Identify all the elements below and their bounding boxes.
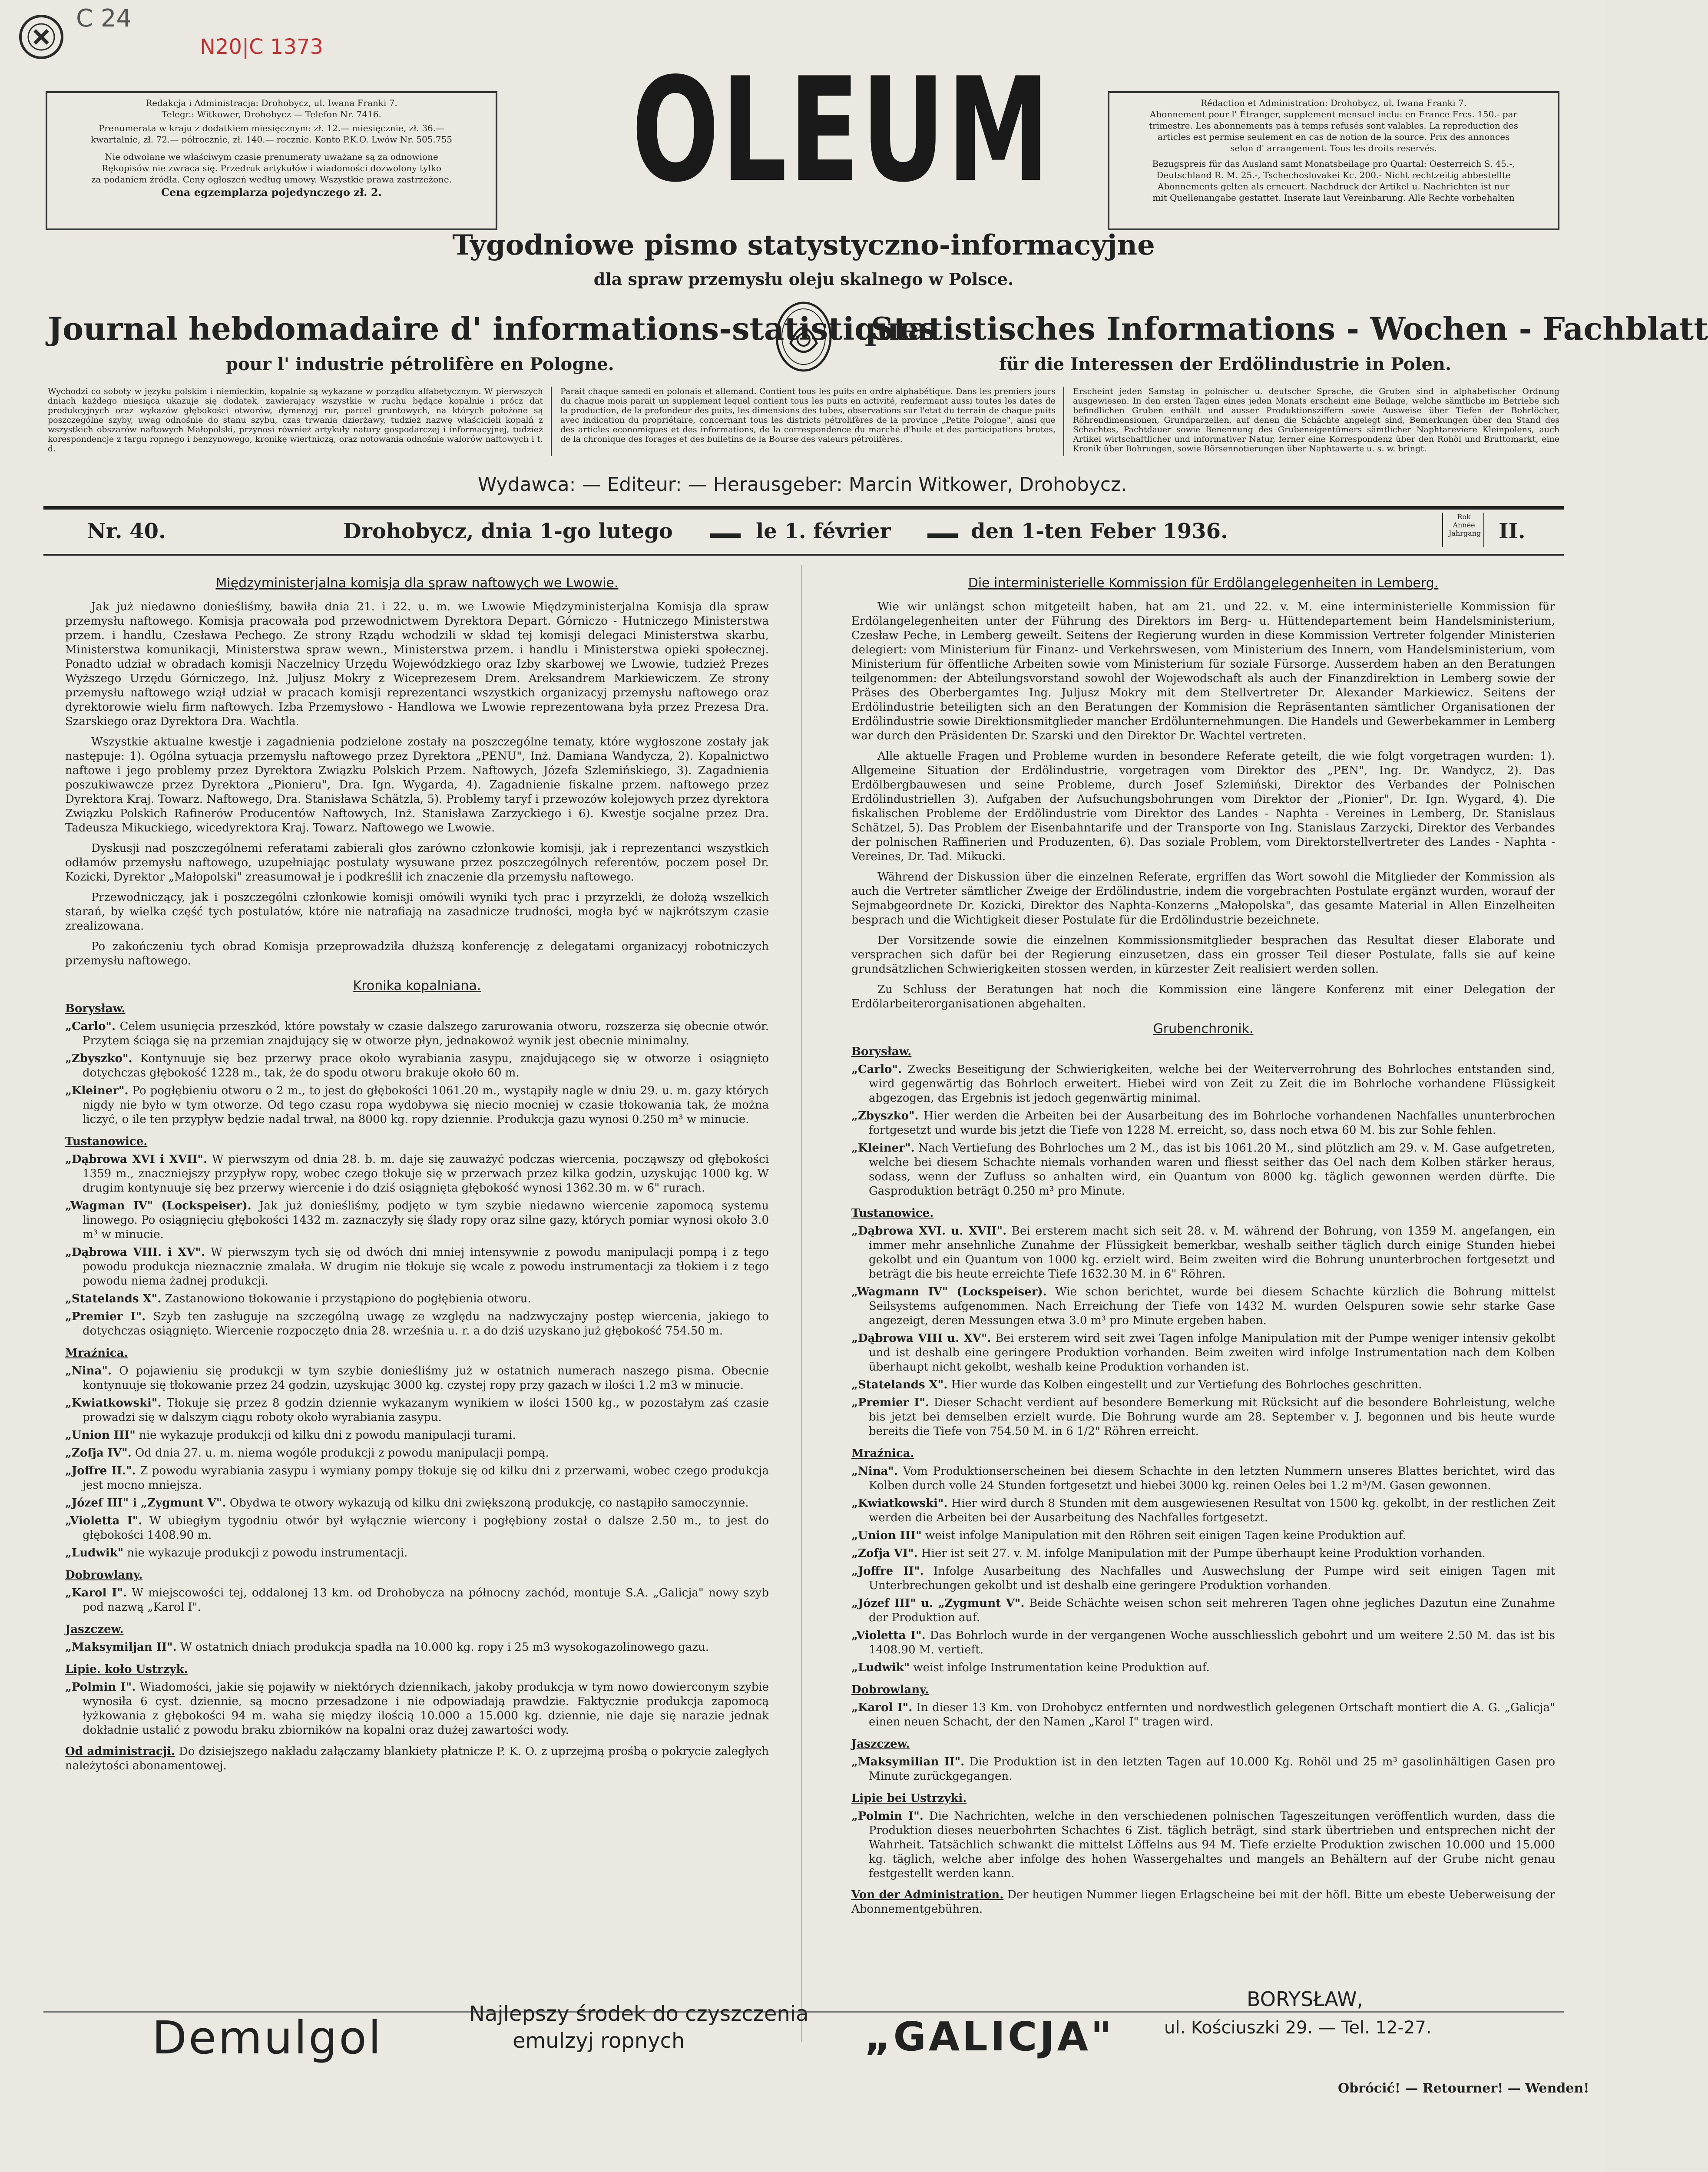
ad-brand: Demulgol (152, 2011, 383, 2064)
well-name: „Zbyszko". (851, 1109, 919, 1122)
well-entry (65, 1640, 769, 1655)
year-divider (1483, 513, 1484, 547)
german-column (851, 573, 1555, 1923)
well-report: Zwecks Beseitigung der Schwierigkeiten, welche bei der Weiterverrohrung des Bohrloches entstanden sind, wird gegenwärtig das Bohrloch erweitert. Hiebei wird von Zeit zu Zeit die im Bohrloche vorhandene Flüssigkeit abgezogen, das Ergebnis ist jedoch gegenwärtig minimal. (869, 1063, 1556, 1105)
well-entry (65, 1020, 769, 1048)
well-entry (65, 1546, 769, 1560)
ad-slogan-line-1: Najlepszy środek do czyszczenia (469, 2002, 809, 2026)
box-line: Abonnement pour l' Étranger, supplement mensuel inclu: en France Frcs. 150.- par (1149, 109, 1518, 119)
admin-notice (851, 1888, 1555, 1917)
well-name: „Joffre II.". (65, 1464, 136, 1477)
well-name: „Statelands X". (65, 1292, 162, 1305)
well-entry (65, 1586, 769, 1615)
box-line: Nie odwołane we właściwym czasie prenumeraty uważane są za odnowione (105, 152, 438, 162)
well-report: Beide Schächte weisen schon seit mehreren Tagen ohne jegliches Dazutun eine Zunahme der Produktion auf. (869, 1597, 1555, 1624)
turn-over-note: Obrócić! — Retourner! — Wenden! (1338, 2081, 1589, 2096)
well-name: „Wagmann IV" (Lockspeiser). (851, 1285, 1047, 1298)
well-entry (65, 1310, 769, 1338)
well-report: Bei ersterem macht sich seit 28. v. M. während der Bohrung, von 1359 M. angefangen, ein immer mehr ansehnliche Zunahme der Flüssigkeit bemerkbar, weshalb seither täglich durch einige Stunden hiebei gekolbt und ein Quantum von 1000 kg. erzielt wird. Beim zweiten wird die Bohrung ununterbrochen fortgesetzt und beträgt die bis heute erreichte Tiefe 1632.30 M. in 6" Röhren. (869, 1225, 1556, 1281)
location-heading: Dobrowlany. (65, 1569, 143, 1582)
well-name: „Kwiatkowski". (851, 1497, 948, 1510)
well-report: Hier wurde das Kolben eingestellt und zur Vertiefung des Bohrloches geschritten. (951, 1378, 1422, 1391)
well-entry (65, 1364, 769, 1393)
well-report: Po pogłębieniu otworu o 2 m., to jest do głębokości 1061.20 m., wystąpiły nagle w dniu 29. u. m. gazy których nigdy nie było w tym otworze. Od tego czasu ropa wydobywa się niecio mocniej w czasie tłokowania tak, że można liczyć, o ile ten przypływ będzie nadal trwał, na 8000 kg. ropy dziennie. Produkcja gazu wynosi 0.250 m³ w minucie. (83, 1084, 769, 1126)
well-name: „Zofja VI". (851, 1547, 918, 1560)
well-name: „Dąbrowa XVI i XVII". (65, 1153, 208, 1166)
well-report: Nach Vertiefung des Bohrloches um 2 M., das ist bis 1061.20 M., sind plötzlich am 29. v. M. Gase aufgetreten, welche bei diesem Schachte niemals vorhanden waren und fliesst seither das Oel nach dem Kolben stärker heraus, sodass, wenn der Zufluss so anhalten wird, ein Quantum von 8000 kg. täglich gewonnen werden dürfte. Die Gasproduktion beträgt 0.250 m³ pro Minute. (869, 1142, 1555, 1198)
archive-signature: N20|C 1373 (200, 35, 324, 59)
well-entry (65, 1514, 769, 1543)
subtitle-polish-2: dla spraw przemysłu oleju skalnego w Polsce. (593, 269, 1014, 289)
well-name: „Zbyszko". (65, 1052, 132, 1065)
admin-label: Von der Administration. (851, 1888, 1004, 1901)
column-divider (551, 387, 552, 456)
well-entry (851, 1809, 1555, 1881)
box-line: Telegr.: Witkower, Drohobycz — Telefon Nr. 7416. (162, 109, 381, 119)
well-name: „Carlo". (851, 1063, 902, 1076)
article-heading: Die interministerielle Kommission für Erdölangelegenheiten in Lemberg. (968, 576, 1439, 591)
well-name: „Violetta I". (851, 1629, 926, 1642)
well-name: „Kleiner". (851, 1142, 915, 1155)
well-name: „Premier I". (65, 1310, 146, 1323)
intro-polish: Wychodzi co soboty w języku polskim i niemieckim, kopalnie są wykazane w porządku alfabetycznym. W pierwszych dniach każdego miesiąca ukazuje się dodatek, zawierający wszystkie w ruchu będące kopalnie i prócz dat produkcyjnych oraz wykazów głębokości otworów, dymenzyj rur, parcel gruntowych, na których położone są poszczególne szyby, uwag odnośnie do stanu szybu, czas trwania dzierżawy, tudzież nazwę właścicieli kopalń z wszystkich obszarów naftowych Małopolski, przynosi również artykuły natury gospodarczej i informacyjnej, tudzież korespondencje z targu ropnego i benzynowego, kronikę wiertniczą, oraz notowania odnośnie walorów naftowych i t. d. (48, 387, 543, 454)
article-paragraph: Jak już niedawno donieśliśmy, bawiła dnia 21. i 22. u. m. we Lwowie Międzyministerjalna Komisja dla spraw przemysłu naftowego. Komisja pracowała pod przewodnictwem Dyrektora Depart. Górniczo - Hutniczego Ministerstwa przem. i handlu, Czesława Pechego. Ze strony Rządu wchodzili w skład tej komisji delegaci Ministerstwa skarbu, Ministerstwa komunikacji, Ministerstwa spraw wewn., Ministerstwa przem. i handlu i Ministerstwa opieki społecznej. Ponadto udział w obradach komisji Naczelnicy Urzędu Wojewódzkiego oraz Izby skarbowej we Lwowie, tudzież Prezes Wyższego Urzędu Górniczego, Inż. Juljusz Mokry z Wiceprezesem Drem. Areksandrem Markiewiczem. Ze strony przemysłu naftowego wziął udział w pracach komisji reprezentanci wszystkich organizacyj przemysłu naftowego oraz dyrektorowie wielu firm naftowych. Izba Przemysłowo - Handlowa we Lwowie reprezentowana była przez Prezesa Dra. Szarskiego oraz Dyrektora Dra. Wachtla. (65, 600, 769, 728)
well-entry (65, 1680, 769, 1738)
well-report: Szyb ten zasługuje na szczególną uwagę ze względu na nadzwyczajny postęp wiercenia, jakiego to dotychczas osiągnięto. Wiercenie rozpoczęto dnia 28. września u. r. a do dziś uzyskano już głębokość 754.50 m. (83, 1310, 769, 1338)
box-line: selon d' arrangement. Tous les droits reservés. (1230, 143, 1437, 153)
well-entry (851, 1497, 1555, 1525)
well-entry (65, 1428, 769, 1443)
title-french: Journal hebdomadaire d' informations-statistiques (48, 310, 937, 347)
well-name: „Kwiatkowski". (65, 1397, 162, 1410)
well-name: „Józef III" i „Zygmunt V". (65, 1497, 226, 1510)
well-name: „Statelands X". (851, 1378, 948, 1391)
ad-address: ul. Kościuszki 29. — Tel. 12-27. (1164, 2018, 1432, 2038)
well-entry (851, 1063, 1555, 1106)
article-paragraph: Wie wir unlängst schon mitgeteilt haben, hat am 21. und 22. v. M. eine interministerielle Kommission für Erdölangelegenheiten unter der Führung des Direktors im Berg- u. Hüttendepartement beim Handelsministerium, Czesław Peche, in Lemberg geweilt. Seitens der Regierung wurden in diese Kommission Vertreter folgender Ministerien delegiert: vom Ministerium für Finanz- und Verkehrswesen, vom Ministerium des Innern, vom Handelsministerium, vom Ministerium für öffentliche Arbeiten sowie vom Ministerium für soziale Fürsorge. Ausserdem haben an den Beratungen teilgenommen: der Abteilungsvorstand sowohl der Wojewodschaft als auch der Finanzdirektion in Lemberg sowie der Präses des Oberbergamtes Ing. Juljusz Mokry mit dem Stellvertreter Dr. Alexander Markiewicz. Seitens der Erdölindustrie beteiligten sich an den Beratungen der Kommision die Repräsentanten sämtlicher Organisationen der Erdölindustrie sowie Direktionsmitglieder mancher Erdölunternehmungen. Die Handels und Gewerbekammer in Lemberg war durch den Präsidenten Dr. Szarski und den Direktor Dr. Wachtel vertreten. (851, 600, 1555, 742)
well-entry (851, 1629, 1555, 1657)
well-name: „Dąbrowa XVI. u. XVII". (851, 1225, 1007, 1238)
article-paragraph: Przewodniczący, jak i poszczególni członkowie komisji omówili wyniki tych prac i przyrzekli, że dołożą wszelkich starań, by wielka część tych postulatów, które nie natrafiają na zasadnicze trudności, mogła być w najkrótszym czasie zrealizowana. (65, 891, 769, 933)
dash-separator (927, 533, 958, 538)
well-name: „Ludwik" (851, 1661, 910, 1674)
library-stamp (17, 13, 65, 61)
admin-text: Do dzisiejszego nakładu załączamy blankiety płatnicze P. K. O. z uprzejmą prośbą o pokrycie zaległych należytości abonamentowej. (65, 1745, 769, 1772)
well-name: „Karol I". (851, 1701, 913, 1714)
well-entry (65, 1199, 769, 1242)
well-name: „Józef III" u. „Zygmunt V". (851, 1597, 1025, 1610)
publisher-line: Wydawca: — Editeur: — Herausgeber: Marcin Witkower, Drohobycz. (477, 473, 1127, 496)
column-divider (1063, 387, 1064, 456)
article-paragraph: Po zakończeniu tych obrad Komisja przeprowadziła dłuższą konferencję z delegatami organizacyj robotniczych przemysłu naftowego. (65, 940, 769, 967)
well-entry (851, 1564, 1555, 1593)
well-name: „Ludwik" (65, 1546, 124, 1559)
date-german: den 1-ten Feber 1936. (971, 519, 1228, 543)
article-paragraph: Der Vorsitzende sowie die einzelnen Kommissionsmitglieder besprachen das Resultat dieser Elaborate und versprachen sich dafür bei der Regierung einzusetzen, dass ein grosser Teil dieser Postulate, falls sie auf keine grundsätzlichen Schwierigkeiten stossen werden, in kürzester Zeit realisiert werden sollen. (851, 934, 1555, 976)
box-line: Deutschland R. M. 25.-, Tschechoslovakei Kc. 200.- Nicht rechtzeitig abbestellte (1156, 170, 1511, 180)
article-paragraph: Alle aktuelle Fragen und Probleme wurden in besondere Referate geteilt, die wie folgt vorgetragen wurden: 1). Allgemeine Situation der Erdölindustrie, vorgetragen vom Direktor des „PEN", Ing. Dr. Wandycz, 2). Das Erdölbergbauwesen und seine Probleme, durch Josef Szlemiński, Direktor des Verbandes der Polnischen Erdölindustriellen 3). Aufgaben der Aufsuchungsbohrungen vom Direktor der „Pionier", Dr. Ign. Wygard, 4). Die fiskalischen Probleme der Erdölindustrie vom Direktor des Landes - Naphta - Vereines in Lemberg, Dr. Stanislaus Schätzel, 5). Das Problem der Eisenbahntarife und der Transporte von Ing. Stanislaus Zarzycki, Direktor des Verbandes der polnischen Raffinerien und Produzenten, 6). Das soziale Problem, vom Direktorstellvertreter des Landes - Naphta - Vereines, Dr. Tad. Mikucki. (851, 750, 1555, 863)
well-entry (65, 1464, 769, 1493)
subtitle-polish: Tygodniowe pismo statystyczno-informacyjne (452, 229, 1155, 262)
well-report: W pierwszym tych się od dwóch dni mniej intensywnie z powodu manipulacji pompą i z tego powodu produkcja nieznacznie zmalała. W drugim nie tłokuje się wcale z powodu instrumentacji za tłokiem i z tego powodu niema żadnej produkcji. (83, 1246, 769, 1288)
well-name: „Karol I". (65, 1586, 127, 1599)
well-report: Celem usunięcia przeszkód, które powstały w czasie dalszego zarurowania otworu, rozszerza się obecnie otwór. Przytem ściąga się na przemian znajdujący się w otworze płyn, jednakowoż wynik jest obecnie minimalny. (83, 1020, 769, 1047)
well-name: „Premier I". (851, 1396, 929, 1409)
well-report: W ostatnich dniach produkcja spadła na 10.000 kg. ropy i 25 m3 wysokogazolinowego gazu. (180, 1641, 709, 1654)
well-entry (65, 1292, 769, 1306)
box-line: Rédaction et Administration: Drohobycz, ul. Iwana Franki 7. (1200, 98, 1467, 108)
ad-slogan (469, 2000, 809, 2054)
location-heading: Borysław. (851, 1045, 912, 1058)
polish-column (65, 573, 769, 1779)
header-left-box (46, 91, 497, 230)
well-report: weist infolge Instrumentation keine Produktion auf. (913, 1661, 1210, 1674)
well-name: „Union III" (65, 1429, 136, 1442)
well-name: „Nina". (65, 1364, 112, 1377)
year-number: II. (1499, 519, 1526, 543)
masthead-title: OLEUM (632, 47, 1052, 214)
well-report: Die Nachrichten, welche in den verschiedenen polnischen Tageszeitungen veröffentlich wurden, dass die Produktion dieses neuerbohrten Schachtes 6 Zist. täglich beträgt, sind stark übertrieben und entsprechen nicht der Wahrheit. Tatsächlich schwankt die mittelst Löffelns aus 94 M. Tiefe erzielte Produktion zwischen 10.000 und 15.000 kg. täglich, welche aber infolge des hohen Wassergehaltes und mangels an Behältern auf der Grube nicht genau festgestellt werden kann. (869, 1810, 1555, 1880)
box-line: kwartalnie, zł. 72.— półrocznie, zł. 140.— rocznie. Konto P.K.O. Lwów Nr. 505.755 (90, 134, 453, 145)
well-entry (851, 1224, 1555, 1281)
well-entry (65, 1052, 769, 1080)
well-report: Die Produktion ist in den letzten Tagen auf 10.000 Kg. Rohöl und 25 m³ gasolinhältigen Gasen pro Minute zurückgegangen. (869, 1755, 1555, 1783)
issue-number: Nr. 40. (87, 519, 166, 543)
location-heading: Mraźnica. (65, 1347, 128, 1360)
well-name: „Polmin I". (65, 1681, 136, 1694)
well-name: „Dąbrowa VIII. i XV". (65, 1246, 205, 1259)
well-report: Tłokuje się przez 8 godzin dziennie wykazanym wynikiem w ilości 1500 kg., w pozostałym zaś czasie prowadzi się w dalszym ciągu roboty około wyrabiania zasypu. (83, 1397, 769, 1424)
well-entry (65, 1084, 769, 1127)
shelf-mark: C 24 (76, 4, 132, 33)
article-paragraph: Dyskusji nad poszczególnemi referatami zabierali głos zarówno członkowie komisji, jak i reprezentanci wszystkich odłamów przemysłu naftowego, uzupełniając postulaty wysuwane przez poszczególnych referentów, poczem poseł Dr. Kozicki, Dyrektor „Małopolski" zreasumował je i podkreślił ich znaczenie dla przemysłu naftowego. (65, 842, 769, 884)
well-report: Obydwa te otwory wykazują od kilku dni zwiększoną produkcję, co nastąpiło samoczynnie. (229, 1497, 749, 1510)
chronicle-heading: Kronika kopalniana. (353, 978, 481, 993)
well-entry (65, 1245, 769, 1288)
well-entry (851, 1378, 1555, 1392)
admin-text: Der heutigen Nummer liegen Erlagscheine bei mit der höfl. Bitte um ebeste Ueberweisung der Abonnementgebühren. (851, 1888, 1556, 1916)
title-german: Statistisches Informations - Wochen - Fachblatt (871, 310, 1708, 347)
ad-slogan-line-2: emulzyj ropnych (513, 2029, 685, 2053)
location-heading: Lipie. koło Ustrzyk. (65, 1663, 188, 1676)
well-entry (851, 1596, 1555, 1625)
well-name: „Wagman IV" (Lockspeiser). (65, 1199, 252, 1212)
subtitle-german: für die Interessen der Erdölindustrie in Polen. (999, 354, 1451, 374)
chronicle-heading: Grubenchronik. (1153, 1021, 1254, 1036)
article-heading: Międzyministerjalna komisja dla spraw naftowych we Lwowie. (215, 576, 619, 591)
well-name: „Polmin I". (851, 1810, 924, 1823)
box-line: za podaniem źródła. Ceny ogłoszeń według umowy. Wszystkie prawa zastrzeżone. (91, 174, 452, 185)
admin-notice (65, 1745, 769, 1773)
date-polish: Drohobycz, dnia 1-go lutego (343, 519, 673, 543)
well-entry (851, 1331, 1555, 1374)
well-entry (851, 1546, 1555, 1561)
location-heading: Tustanowice. (65, 1135, 148, 1148)
well-report: Wiadomości, jakie się pojawiły w niektórych dziennikach, jakoby produkcja w tym nowo dowierconym szybie wynosiła 6 cyst. dziennie, są mocno przesadzone i nie odpowiadają prawdzie. Faktycznie produkcja zapomocą łyżkowania z głębokości 94 m. waha się między ilością 10.000 a 15.000 kg. dziennie, nie daje się narazie jednak dokładnie ustalić z powodu braku zbiorników na kopalni oraz dużej zawartości wody. (83, 1681, 769, 1737)
single-copy-price: Cena egzemplarza pojedynczego zł. 2. (161, 186, 382, 199)
well-name: „Violetta I". (65, 1514, 142, 1527)
top-rule (43, 506, 1564, 510)
well-report: W ubiegłym tygodniu otwór był wyłącznie wiercony i pogłębiony został o dalsze 2.50 m., to jest do głębokości 1408.90 m. (83, 1514, 769, 1542)
admin-label: Od administracji. (65, 1745, 175, 1758)
well-name: „Nina". (851, 1465, 898, 1478)
bottom-rule (43, 554, 1564, 556)
location-heading: Tustanowice. (851, 1207, 934, 1220)
oleum-emblem-icon (773, 300, 834, 374)
well-report: Wie schon berichtet, wurde bei diesem Schachte kürzlich die Bohrung mittelst Seilsystems aufgenommen. Nach Erreichung der Tiefe von 1432 M. wurden Oelspuren sowie sehr starke Gase angezeigt, deren Messungen etwa 3.0 m³ pro Minute ergeben haben. (869, 1285, 1556, 1327)
well-report: Vom Produktionserscheinen bei diesem Schachte in den letzten Nummern unseres Blattes berichtet, wird das Kolben durch volle 24 Stunden fortgesetzt und hiebei 3000 kg. reinen Oeles bei 1.2 m³/M. Gasen gewonnen. (869, 1465, 1556, 1492)
well-entry (851, 1464, 1555, 1493)
well-report: O pojawieniu się produkcji w tym szybie donieśliśmy już w ostatnich numerach naszego pisma. Obecnie kontynuuje się tłokowanie przez 24 godzin, uzyskując 3000 kg. czystej ropy przy gazach w ilości 1.2 m3 w minucie. (83, 1364, 769, 1392)
well-entry (851, 1396, 1555, 1439)
box-line: trimestre. Les abonnements pas à temps refusés sont valables. La reproduction des (1149, 120, 1518, 131)
header-right-box (1108, 91, 1559, 230)
well-report: Kontynuuje się bez przerwy prace około wyrabiania zasypu, znajdującego się w otworze i osiągnięto dotychczas głębokość 1228 m., tak, że do spodu otworu brakuje około 60 m. (83, 1052, 769, 1079)
well-entry (65, 1446, 769, 1460)
well-name: „Carlo". (65, 1020, 116, 1033)
well-report: Das Bohrloch wurde in der vergangenen Woche ausschliesslich gebohrt und um weitere 2.50 M. das ist bis 1408.90 M. vertieft. (869, 1629, 1556, 1656)
well-report: Jak już donieśliśmy, podjęto w tym szybie niedawno wiercenie zapomocą systemu linowego. Po osiągnięciu głębokości 1432 m. zaznaczyły się ślady ropy oraz silne gazy, których pomiar wynosi około 3.0 m³ w minucie. (83, 1199, 769, 1241)
intro-german: Erscheint jeden Samstag in polnischer u. deutscher Sprache, die Gruben sind in alphabetischer Ordnung ausgewiesen. In den ersten Tagen eines jeden Monats erscheint eine Beilage, welche sämtliche im Betriebe sich befindlichen Gruben enthält und ausser Produktionsziffern sowie Ausweise über Tiefen der Bohrlöcher, Röhrendimensionen, Grundparzellen, auf denen die Schächte angelegt sind, Bemerkungen über den Stand des Schachtes, Pachtdauer sowie Benennung des Grubeneigentümers sämtlicher Naphtareviere Kleinpolens, auch Artikel wirtschaftlicher und informativer Natur, ferner eine Korrespondenz über den Rohöl und Bruttomarkt, eine Kronik über Bohrungen, sowie Börsennotierungen über Naphtawerte u. s. w. bringt. (1073, 387, 1559, 454)
box-line: mit Quellenangabe gestattet. Inserate laut Vereinbarung. Alle Rechte vorbehalten (1152, 192, 1515, 203)
box-line: Rękopisów nie zwraca się. Przedruk artykułów i wiadomości dozwolony tylko (102, 163, 441, 173)
well-report: nie wykazuje produkcji od kilku dni z powodu manipulacji turami. (139, 1429, 516, 1442)
location-heading: Mraźnica. (851, 1447, 914, 1460)
box-line: Bezugspreis für das Ausland samt Monatsbeilage pro Quartal: Oesterreich S. 45.-, (1152, 159, 1515, 169)
well-name: „Joffre II". (851, 1565, 924, 1578)
ad-company: „GALICJA" (864, 2013, 1114, 2060)
year-label: Rok Année Jahrgang (1449, 513, 1481, 537)
well-report: In dieser 13 Km. von Drohobycz entfernten und nordwestlich gelegenen Ortschaft montiert die A. G. „Galicja" einen neuen Schacht, der den Namen „Karol I" tragen wird. (869, 1701, 1555, 1728)
well-entry (65, 1152, 769, 1195)
well-name: „Zofja IV". (65, 1447, 132, 1460)
article-paragraph: Zu Schluss der Beratungen hat noch die Kommission eine längere Konferenz mit einer Delegation der Erdölarbeiterorganisationen abgehalten. (851, 983, 1555, 1010)
location-heading: Jaszczew. (65, 1623, 124, 1636)
well-entry (851, 1529, 1555, 1543)
well-name: „Dąbrowa VIII u. XV". (851, 1332, 991, 1345)
well-report: Zastanowiono tłokowanie i przystąpiono do pogłębienia otworu. (165, 1292, 531, 1305)
well-report: Hier wird durch 8 Stunden mit dem ausgewiesenen Resultat von 1500 kg. gekolbt, in der restlichen Zeit werden die Arbeiten bei der Ausarbeitung des Nachfalles fortgesetzt. (869, 1497, 1555, 1524)
well-report: Hier ist seit 27. v. M. infolge Manipulation mit der Pumpe überhaupt keine Produktion vorhanden. (921, 1547, 1486, 1560)
location-heading: Lipie bei Ustrzyki. (851, 1792, 967, 1805)
well-entry (851, 1109, 1555, 1138)
well-report: Hier werden die Arbeiten bei der Ausarbeitung des im Bohrloche vorhandenen Nachfalles ununterbrochen fortgesetzt und wurde bis jetzt die Tiefe von 1228 M. erreicht, so, dass noch etwa 60 M. bis zur Sohle fehlen. (869, 1109, 1555, 1137)
well-report: Od dnia 27. u. m. niema wogóle produkcji z powodu manipulacji pompą. (135, 1447, 549, 1460)
well-entry (851, 1755, 1555, 1784)
box-line: articles est permise seulement en cas de notion de la source. Prix des annonces (1157, 132, 1510, 142)
well-name: „Union III" (851, 1529, 922, 1542)
date-french: le 1. février (756, 519, 891, 543)
well-entry (851, 1141, 1555, 1199)
well-report: Bei ersterem wird seit zwei Tagen infolge Manipulation mit der Pumpe weniger intensiv gekolbt und ist deshalb eine geringere Produktion vorhanden. Beim zweiten wird infolge Instrumentation nach dem Kolben überhaupt nicht gekolbt, weshalb keine Produktion vorhanden ist. (869, 1332, 1555, 1374)
box-line: Prenumerata w kraju z dodatkiem miesięcznym: zł. 12.— miesięcznie, zł. 36.— (98, 123, 445, 133)
well-report: nie wykazuje produkcji z powodu instrumentacji. (127, 1546, 408, 1559)
well-report: Z powodu wyrabiania zasypu i wymiany pompy tłokuje się od kilku dni z przerwami, wobec czego produkcja jest mocno mniejsza. (83, 1464, 769, 1492)
location-heading: Jaszczew. (851, 1738, 910, 1751)
well-report: weist infolge Manipulation mit den Röhren seit einigen Tagen keine Produktion auf. (925, 1529, 1406, 1542)
intro-french: Parait chaque samedi en polonais et allemand. Contient tous les puits en ordre alphabétique. Dans les premiers jours du chaque mois parait un supplement lequel contient tous les puits en activité, renfermant aussi toutes les dates de la production, de la profondeur des puits, les dimensions des tubes, observations sur l'etat du terrain de chaque puits avec indication du propriétaire, concernant tous les districts pétrolifères de la province „Petite Pologne", ainsi que des articles economiques et des informations, de la correspondence du marché d'huile et des participations brutes, de la chronique des forages et des bulletins de la Bourse des valeurs pétrolifères. (560, 387, 1056, 444)
location-heading: Borysław. (65, 1002, 126, 1015)
dash-separator (710, 533, 741, 538)
box-line: Abonnements gelten als erneuert. Nachdruck der Artikel u. Nachrichten ist nur (1157, 181, 1510, 192)
well-entry (65, 1496, 769, 1510)
well-entry (65, 1396, 769, 1425)
article-paragraph: Während der Diskussion über die einzelnen Referate, ergriffen das Wort sowohl die Mitglieder der Kommission als auch die Vertreter sämtlicher Zweige der Erdölindustrie, indem die vorgebrachten Postulate ergänzt wurden, worauf der Sejmabgeordnete Dr. Kozicki, Direktor des Naphta-Konzerns „Małopolska", das gesamte Material in Allen Einzelheiten besprach und die Wichtigkeit dieser Postulate für die Erdölindustrie bezeichnete. (851, 871, 1555, 927)
ad-city: BORYSŁAW, (1247, 1987, 1364, 2011)
location-heading: Dobrowlany. (851, 1683, 929, 1696)
article-paragraph: Wszystkie aktualne kwestje i zagadnienia podzielone zostały na poszczególne tematy, które wygłoszone zostały jak następuje: 1). Ogólna sytuacja przemysłu naftowego przez Dyrektora „PENU", Inż. Damiana Wandycza, 2). Kopalnictwo naftowe i jego problemy przez Dyrektora Związku Polskich Przem. Naftowych, Józefa Szlemińskiego, 3). Zagadnienia poszukiwawcze przez Dyrektora „Pionieru", Dra. Ign. Wygarda, 4). Zagadnienie fiskalne przem. naftowego przez Dyrektora Kraj. Towarz. Naftowego, Dra. Stanisława Schätzla, 5). Problemy taryf i przewozów kolejowych przez dyrektora Związku Polskich Rafinerów Producentów Naftowych, Inż. Stanisława Zarzyckiego i 6). Kwestje socjalne przez Dra. Tadeusza Mikuckiego, wicedyrektora Kraj. Towarz. Naftowego we Lwowie. (65, 735, 769, 834)
subtitle-french: pour l' industrie pétrolifère en Pologne. (226, 354, 614, 374)
well-entry (851, 1701, 1555, 1729)
year-divider (1442, 513, 1443, 547)
well-report: W pierwszym od dnia 28. b. m. daje się zauważyć podczas wiercenia, począwszy od głębokości 1359 m., znaczniejszy przypływ ropy, wobec czego tłokuje się w przerwach przez kilka godzin, uzyskując 1000 kg. W drugim kontynuuje się bez przerwy wiercenie i do dziś osiągnięta głębokość wynosi 1362.30 m. w 6" rurach. (83, 1153, 769, 1195)
well-report: W miejscowości tej, oddalonej 13 km. od Drohobycza na północny zachód, montuje S.A. „Galicja" nowy szyb pod nazwą „Karol I". (83, 1586, 769, 1614)
well-entry (851, 1661, 1555, 1675)
well-name: „Kleiner". (65, 1084, 129, 1097)
center-fold (801, 565, 802, 2042)
well-report: Infolge Ausarbeitung des Nachfalles und Auswechslung der Pumpe wird seit einigen Tagen mit Unterbrechungen gekolbt und ist deshalb eine geringere Produktion vorhanden. (869, 1565, 1556, 1592)
well-report: Dieser Schacht verdient auf besondere Bemerkung mit Rücksicht auf die besondere Bohrleistung, welche bis jetzt bei demselben erzielt wurde. Die Bohrung wurde am 28. September v. J. begonnen und bis heute wurde bereits die Tiefe von 754.50 M. in 6 1/2" Röhren erreicht. (869, 1396, 1555, 1438)
well-entry (851, 1285, 1555, 1328)
well-name: „Maksymiljan II". (65, 1641, 177, 1654)
well-name: „Maksymilian II". (851, 1755, 965, 1768)
box-line: Redakcja i Administracja: Drohobycz, ul. Iwana Franki 7. (146, 98, 397, 108)
